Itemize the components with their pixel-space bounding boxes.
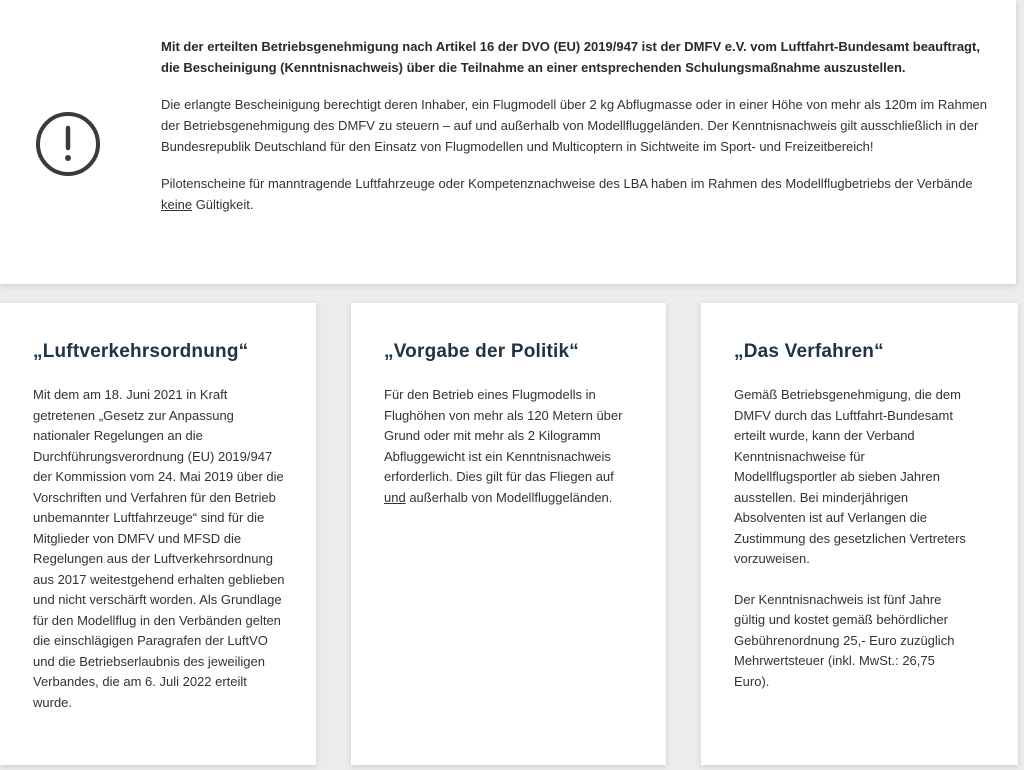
emphasis-und: und: [384, 489, 406, 505]
card-paragraph-end: außerhalb von Modellfluggeländen.: [405, 489, 613, 505]
notice-lead: Mit der erteilten Betriebsgenehmigung nach Artikel 16 der DVO (EU) 2019/947 ist der DMFV e.V. vom Luftfahrt-Bundesamt beauftragt, die Bescheinigung (Kenntnisnachweis) über die Teilnahme an einer entsprechenden Schulungsmaßnahme auszustellen.: [161, 39, 980, 75]
card-paragraph: Der Kenntnisnachweis ist fünf Jahre gültig und kostet gemäß behördlicher Gebührenordnung 25,- Euro zuzüglich Mehrwertsteuer (inkl. MwSt.: 26,75 Euro).: [734, 591, 955, 689]
notice-text: [161, 36, 991, 231]
notice-paragraph-3-text: Pilotenscheine für manntragende Luftfahrzeuge oder Kompetenznachweise des LBA haben im Rahmen des Modellflugbetriebs der Verbände: [161, 176, 973, 191]
emphasis-keine: keine: [161, 197, 193, 212]
card-title: „Vorgabe der Politik“: [384, 341, 579, 362]
notice-paragraph-3: [161, 173, 991, 215]
card-title: „Luftverkehrsordnung“: [33, 341, 249, 362]
notice-paragraph-3-end: Gültigkeit.: [192, 197, 254, 212]
card-paragraph: [384, 385, 636, 508]
notice-box: [0, 0, 1016, 284]
card-body: [33, 385, 285, 733]
card-paragraph: Mit dem am 18. Juni 2021 in Kraft getretenen „Gesetz zur Anpassung nationaler Regelungen an die Durchführungsverordnung (EU) 2019/947 der Kommission vom 24. Mai 2019 über die Vorschriften und Verfahren für den Betrieb unbemannter Luftfahrzeuge“ sind für die Mitglieder von DMFV und MFSD die Regelungen aus der Luftverkehrsordnung aus 2017 weitestgehend erhalten geblieben und nicht verschärft worden. Als Grundlage für den Modellflug in den Verbänden gelten die einschlägigen Paragrafen der LuftVO und die Betriebserlaubnis des jeweiligen Verbandes, die am 6. Juli 2022 erteilt wurde.: [33, 387, 285, 710]
card-paragraph-text: Für den Betrieb eines Flugmodells in Flughöhen von mehr als 120 Metern über Grund oder mit mehr als 2 Kilogramm Abfluggewicht ist ein Kenntnisnachweis erforderlich. Dies gilt für das Fliegen auf: [384, 387, 623, 484]
card-das-verfahren: [701, 303, 1018, 765]
exclamation-circle-icon: [34, 110, 102, 178]
card-vorgabe-der-politik: [351, 303, 666, 765]
notice-paragraph-2: Die erlangte Bescheinigung berechtigt deren Inhaber, ein Flugmodell über 2 kg Abflugmasse oder in einer Höhe von mehr als 120m im Rahmen der Betriebsgenehmigung des DMFV zu steuern – auf und außerhalb von Modellfluggeländen. Der Kenntnisnachweis gilt ausschließlich in der Bundesrepublik Deutschland für den Einsatz von Flugmodellen und Multicoptern in Sichtweite im Sport- und Freizeitbereich!: [161, 97, 987, 154]
card-title: „Das Verfahren“: [734, 341, 884, 362]
card-body: [734, 385, 966, 712]
card-paragraph: Gemäß Betriebsgenehmigung, die dem DMFV durch das Luftfahrt-Bundesamt erteilt wurde, kann der Verband Kenntnisnachweise für Modellflugsportler ab sieben Jahren ausstellen. Bei minderjährigen Absolventen ist auf Verlangen die Zustimmung des gesetzlichen Vertreters vorzuweisen.: [734, 387, 966, 566]
card-body: [384, 385, 636, 528]
card-luftverkehrsordnung: [0, 303, 316, 765]
